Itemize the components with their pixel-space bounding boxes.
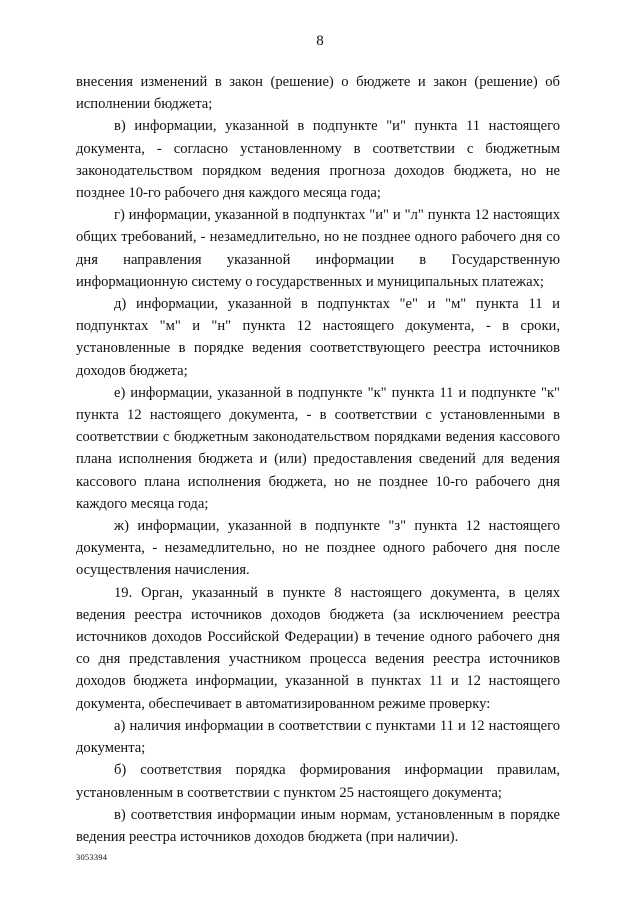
paragraph-item-d: д) информации, указанной в подпунктах "е" и "м" пункта 11 и подпунктах "м" и "н" пункта 12 настоящего документа, - в сроки, установленные в порядке ведения соответствующего реестра источников доходов бюджета;	[76, 296, 560, 379]
paragraph-item-v2: в) соответствия информации иным нормам, установленным в порядке ведения реестра источников доходов бюджета (при наличии).	[76, 806, 560, 845]
paragraph-item-g: г) информации, указанной в подпунктах "и" и "л" пункта 12 настоящих общих требований, - незамедлительно, но не позднее одного рабочего дня со дня направления указанной информации в Государственную информационную систему о государственных и муниципальных платежах;	[76, 207, 560, 290]
page-number: 8	[316, 33, 324, 49]
paragraph-section-19: 19. Орган, указанный в пункте 8 настоящего документа, в целях ведения реестра источников доходов бюджета (за исключением реестра источников доходов Российской Федерации) в течение одного рабочего дня со дня представления участником процесса ведения реестра источников доходов бюджета информации, указанной в пунктах 11 и 12 настоящего документа, обеспечивает в автоматизированном режиме проверку:	[76, 584, 560, 712]
document-body	[76, 71, 560, 848]
paragraph-continuation: внесения изменений в закон (решение) о бюджете и закон (решение) об исполнении бюджета;	[76, 74, 560, 113]
paragraph-item-e: е) информации, указанной в подпункте "к" пункта 11 и подпункте "к" пункта 12 настоящего документа, - в соответствии с установленными в соответствии с бюджетным законодательством порядками ведения кассового плана исполнения бюджета и (или) предоставления сведений для ведения кассового плана исполнения бюджета, но не позднее 10-го рабочего дня каждого месяца года;	[76, 384, 560, 512]
paragraph-item-zh: ж) информации, указанной в подпункте "з" пункта 12 настоящего документа, - незамедлительно, но не позднее одного рабочего дня после осуществления начисления.	[76, 518, 560, 579]
paragraph-item-v: в) информации, указанной в подпункте "и" пункта 11 настоящего документа, - согласно установленному в соответствии с бюджетным законодательством порядком ведения прогноза доходов бюджета, но не позднее 10-го рабочего дня каждого месяца года;	[76, 118, 560, 202]
paragraph-item-b: б) соответствия порядка формирования информации правилам, установленным в соответствии с пунктом 25 настоящего документа;	[76, 762, 560, 801]
paragraph-item-a: а) наличия информации в соответствии с пунктами 11 и 12 настоящего документа;	[76, 717, 560, 757]
document-code: 3053394	[76, 852, 108, 862]
